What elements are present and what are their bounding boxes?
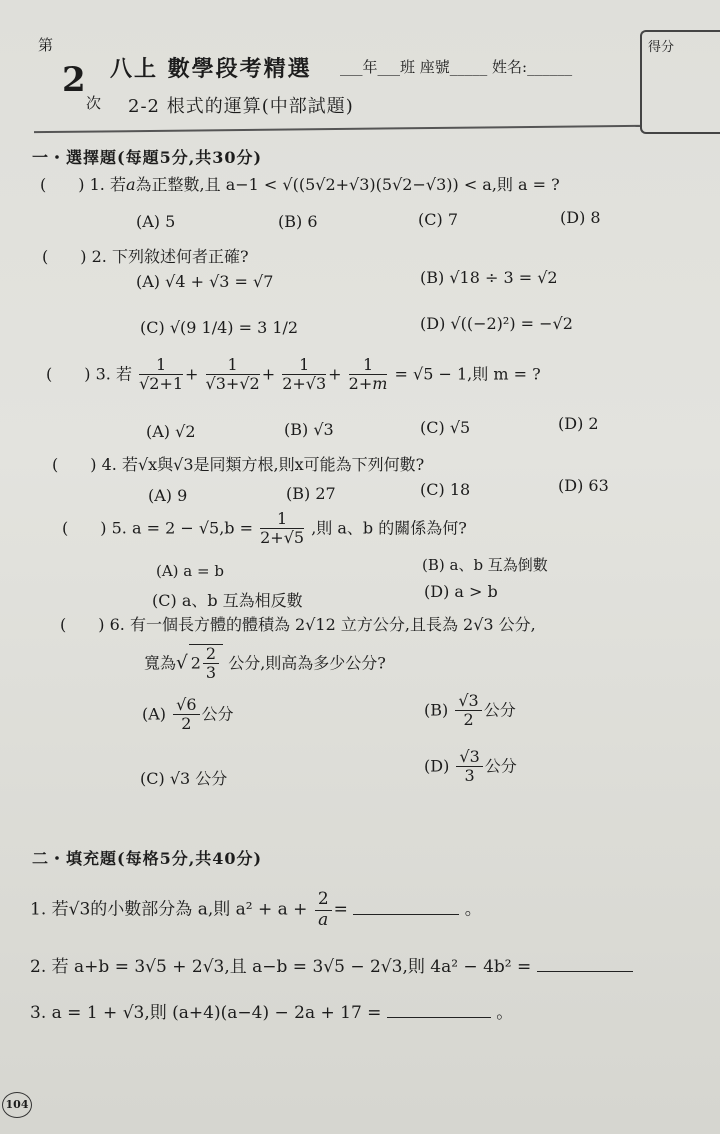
item-text: a = 1 + √3,則 (a+4)(a−4) − 2a + 17 =: [51, 1003, 382, 1023]
option-a[interactable]: (A) √4 + √3 = √7: [136, 272, 274, 291]
option-a[interactable]: [142, 696, 234, 734]
radical-sign: √: [176, 652, 188, 674]
item-end: 。: [464, 899, 482, 920]
item-end: 。: [496, 1003, 514, 1023]
fraction-term: $\frac{1}{2+√5}$: [260, 509, 305, 548]
option-label: (A): [142, 704, 167, 724]
fill-item-3: [30, 998, 513, 1023]
header-di: 第: [38, 36, 54, 54]
fraction-term: $\frac{1}{√3+√2}$: [205, 355, 260, 394]
question-4: [52, 452, 424, 475]
option-c[interactable]: (C) √5: [420, 418, 471, 437]
question-text: = √5 − 1,則 m = ?: [394, 364, 541, 384]
question-1: ( ) 1. 若a為正整數,且 a−1 < √((5√2+√3)(5√2−√3)) < a,則 a = ?: [40, 175, 560, 194]
option-c[interactable]: (C) 18: [420, 480, 471, 499]
header-rule: [34, 125, 640, 133]
question-number: 1.: [89, 175, 105, 194]
fraction-term: $\frac{1}{√2+1}$: [139, 355, 184, 394]
question-number: 3.: [95, 364, 111, 384]
question-text: 下列敘述何者正確?: [111, 247, 249, 266]
option-c[interactable]: (C) √3 公分: [140, 769, 228, 788]
section1-heading: 一・選擇題(每題5分,共30分): [32, 148, 263, 167]
item-text: 若 a+b = 3√5 + 2√3,且 a−b = 3√5 − 2√3,則 4a² − 4b² =: [51, 957, 532, 977]
option-b[interactable]: (B) 6: [278, 212, 318, 231]
option-unit: 公分: [484, 756, 517, 776]
question-text: 若√x與√3是同類方根,則x可能為下列何數?: [121, 455, 425, 474]
question-text: ,則 a、b 的關係為何?: [311, 518, 467, 538]
header-subtitle: 2-2 根式的運算(中部試題): [128, 96, 354, 117]
fraction-term: $\frac{√6}{2}$: [173, 696, 199, 734]
option-a[interactable]: (A) √2: [146, 422, 196, 441]
option-b[interactable]: [424, 692, 516, 730]
fraction-term: $\frac{√3}{2}$: [455, 692, 481, 730]
question-6: [60, 612, 536, 635]
option-d[interactable]: (D) 2: [558, 414, 599, 433]
option-a[interactable]: (A) a = b: [156, 562, 224, 580]
page-number: 104: [2, 1092, 32, 1118]
option-b[interactable]: (B) √3: [284, 420, 334, 439]
question-number: 2.: [91, 247, 107, 266]
option-d[interactable]: (D) 63: [558, 476, 609, 495]
answer-paren[interactable]: ( ): [60, 615, 105, 634]
option-a[interactable]: (A) 9: [148, 486, 188, 505]
question-text: 為正整數,且: [135, 175, 221, 194]
header-title: 八上 數學段考精選: [110, 56, 312, 82]
question-text: 若: [109, 175, 126, 194]
option-b[interactable]: (B) √18 ÷ 3 = √2: [420, 268, 558, 287]
question-text: 寬為: [144, 653, 177, 673]
fraction-term: $\frac{1}{2+√3}$: [282, 355, 327, 394]
question-text: 公分,則高為多少公分?: [228, 653, 386, 673]
section2-heading: 二・填充題(每格5分,共40分): [32, 849, 263, 868]
fill-item-2: [30, 952, 633, 977]
question-text: ,則: [491, 175, 513, 194]
option-a[interactable]: (A) 5: [136, 212, 176, 231]
fraction-term: $\frac{2}{a}$: [315, 890, 332, 930]
radicand: 2 $\frac{2}{3}$: [189, 644, 223, 683]
question-number: 5.: [111, 518, 127, 538]
item-text: 若√3的小數部分為 a,則 a² + a +: [51, 899, 308, 920]
item-number: 1.: [30, 899, 47, 920]
answer-paren[interactable]: ( ): [46, 364, 91, 384]
question-6-line2: [144, 644, 386, 683]
header-number: 2: [62, 60, 86, 100]
option-unit: 公分: [201, 704, 234, 724]
answer-paren[interactable]: ( ): [42, 247, 87, 266]
question-text: a = 2 − √5,b =: [131, 518, 254, 538]
question-number: 6.: [109, 615, 125, 634]
option-c[interactable]: (C) 7: [418, 210, 458, 229]
header-info: ___年___班 座號_____ 姓名:______: [340, 58, 573, 76]
question-text: 若: [115, 364, 132, 384]
answer-blank[interactable]: [353, 898, 459, 915]
question-3: ( ) 3. 若 $\frac{1}{√2+1}$ + $\frac{1}{√3+√2}$ + $\frac{1}{2+√3}$ + $\frac{1}{2+m}$ = √5 − 1,則 m = ?: [46, 355, 541, 394]
answer-blank[interactable]: [387, 1001, 491, 1018]
option-b[interactable]: (B) 27: [286, 484, 336, 503]
question-5: [62, 510, 467, 548]
option-c[interactable]: (C) √(9 1/4) = 3 1/2: [140, 318, 299, 337]
score-label: 得分: [648, 40, 675, 55]
answer-paren[interactable]: ( ): [52, 455, 97, 474]
option-b[interactable]: (B) a、b 互為倒數: [422, 556, 548, 574]
answer-blank[interactable]: [537, 955, 633, 972]
option-d[interactable]: (D) 8: [560, 208, 601, 227]
item-number: 3.: [30, 1003, 47, 1023]
option-label: (D): [424, 756, 450, 776]
answer-paren[interactable]: ( ): [62, 518, 107, 538]
option-unit: 公分: [483, 700, 516, 720]
option-c[interactable]: (C) a、b 互為相反數: [152, 591, 303, 610]
item-text: =: [333, 899, 348, 920]
option-label: (B): [424, 700, 449, 720]
option-d[interactable]: (D) a > b: [424, 582, 498, 601]
option-d[interactable]: [424, 748, 517, 786]
fill-item-1: [30, 890, 482, 930]
question-number: 4.: [101, 455, 117, 474]
question-2: [42, 244, 249, 267]
score-box: [640, 30, 720, 134]
question-text: a = ?: [518, 175, 560, 194]
option-d[interactable]: (D) √((−2)²) = −√2: [420, 314, 573, 333]
question-text: 有一個長方體的體積為 2√12 立方公分,且長為 2√3 公分,: [129, 615, 536, 634]
header-ci: 次: [86, 94, 102, 112]
answer-paren[interactable]: ( ): [40, 175, 85, 194]
fraction-term: $\frac{1}{2+m}$: [348, 355, 388, 394]
fraction-term: $\frac{√3}{3}$: [456, 748, 482, 786]
question-expression: a−1 < √((5√2+√3)(5√2−√3)) < a: [225, 175, 492, 194]
item-number: 2.: [30, 957, 47, 977]
